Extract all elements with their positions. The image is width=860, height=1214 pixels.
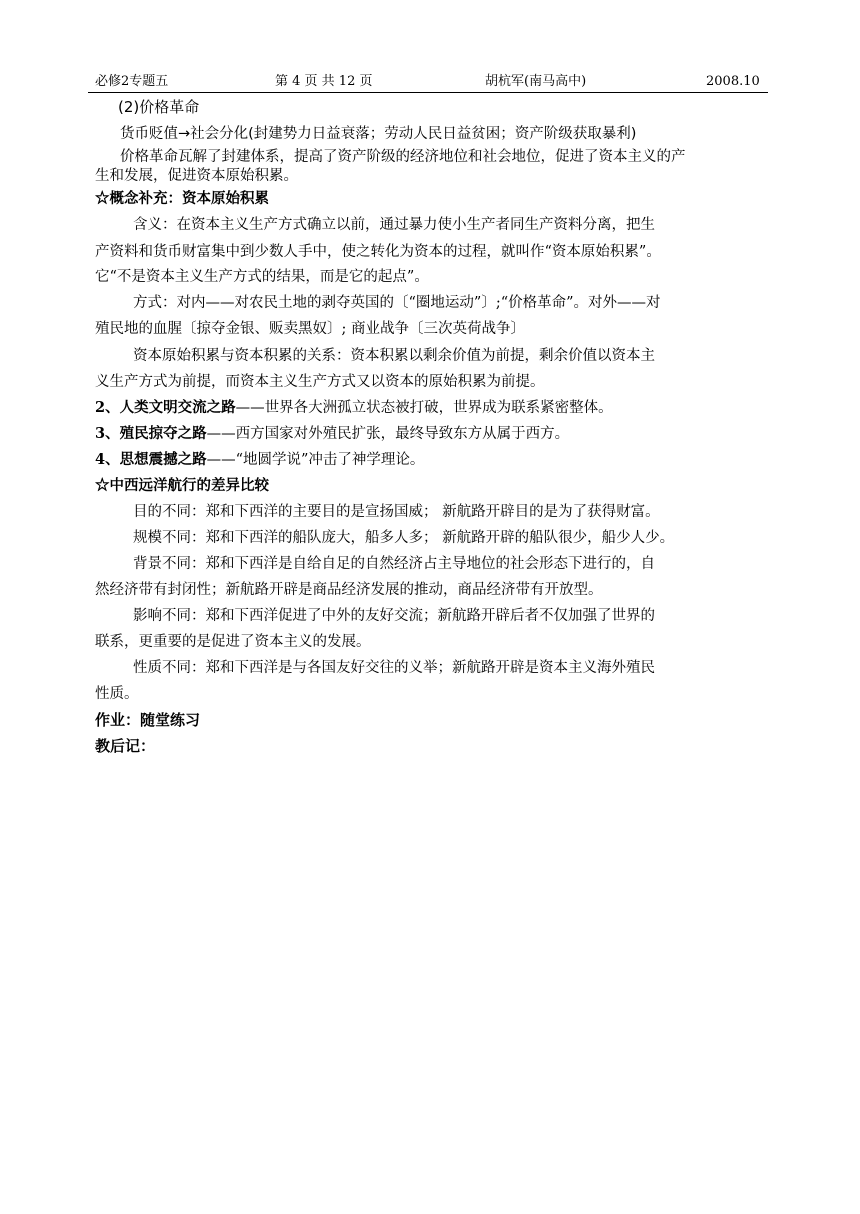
afterword: 教后记：	[95, 737, 156, 755]
comparison-impact-line-1: 影响不同：郑和下西洋促进了中外的友好交流；新航路开辟后者不仅加强了世界的	[133, 608, 655, 624]
point-3	[95, 424, 569, 444]
point-4	[95, 450, 424, 470]
header-date: 2008.10	[706, 74, 760, 89]
comparison-nature-line-2: 性质。	[95, 686, 139, 702]
point-4-text: ——“地圆学说”冲击了神学理论。	[206, 452, 425, 468]
relation-line-1: 资本原始积累与资本积累的关系：资本积累以剩余价值为前提，剩余价值以资本主	[133, 348, 655, 364]
point-3-text: ——西方国家对外殖民扩张，最终导致东方从属于西方。	[206, 426, 570, 442]
comparison-nature-line-1: 性质不同：郑和下西洋是与各国友好交往的义举；新航路开辟是资本主义海外殖民	[133, 660, 655, 676]
price-revolution-line-1: 货币贬值→社会分化(封建势力日益衰落；劳动人民日益贫困；资产阶级获取暴利)	[120, 126, 637, 142]
comparison-purpose: 目的不同：郑和下西洋的主要目的是宣扬国威； 新航路开辟目的是为了获得财富。	[133, 504, 660, 520]
point-3-title: 3、殖民掠夺之路	[95, 425, 207, 442]
price-revolution-heading: (2)价格革命	[118, 98, 200, 116]
method-line-2: 殖民地的血腥〔掠夺金银、贩卖黑奴〕; 商业战争〔三次英荷战争〕	[95, 321, 525, 337]
point-4-title: 4、思想震撼之路	[95, 451, 207, 468]
definition-line-2: 产资料和货币财富集中到少数人手中，使之转化为资本的过程，就叫作“资本原始积累”。	[95, 244, 661, 260]
price-revolution-line-3: 生和发展，促进资本原始积累。	[95, 168, 298, 184]
concept-heading: ☆概念补充：资本原始积累	[95, 190, 269, 207]
comparison-background-line-1: 背景不同：郑和下西洋是自给自足的自然经济占主导地位的社会形态下进行的，自	[133, 556, 655, 572]
header-rule	[88, 92, 768, 93]
header-author: 胡杭军(南马高中)	[485, 74, 587, 89]
point-2-title: 2、人类文明交流之路	[95, 399, 236, 416]
price-revolution-line-2: 价格革命瓦解了封建体系，提高了资产阶级的经济地位和社会地位，促进了资本主义的产	[120, 149, 686, 165]
comparison-scale: 规模不同：郑和下西洋的船队庞大，船多人多； 新航路开辟的船队很少，船少人少。	[133, 530, 675, 546]
comparison-heading: ☆中西远洋航行的差异比较	[95, 477, 269, 494]
method-line-1: 方式：对内——对农民土地的剥夺英国的〔“圈地运动”〕;“价格革命”。对外——对	[133, 295, 661, 311]
header-course: 必修2专题五	[95, 74, 169, 89]
header-page-number: 第 4 页 共 12 页	[275, 74, 373, 89]
relation-line-2: 义生产方式为前提，而资本主义生产方式又以资本的原始积累为前提。	[95, 374, 545, 390]
comparison-background-line-2: 然经济带有封闭性；新航路开辟是商品经济发展的推动，商品经济带有开放型。	[95, 582, 603, 598]
definition-line-3: 它“不是资本主义生产方式的结果，而是它的起点”。	[95, 269, 429, 285]
homework: 作业：随堂练习	[95, 711, 201, 729]
point-2-text: ——世界各大洲孤立状态被打破，世界成为联系紧密整体。	[235, 400, 613, 416]
comparison-impact-line-2: 联系，更重要的是促进了资本主义的发展。	[95, 634, 371, 650]
definition-line-1: 含义：在资本主义生产方式确立以前，通过暴力使小生产者同生产资料分离，把生	[133, 217, 655, 233]
point-2	[95, 398, 613, 418]
